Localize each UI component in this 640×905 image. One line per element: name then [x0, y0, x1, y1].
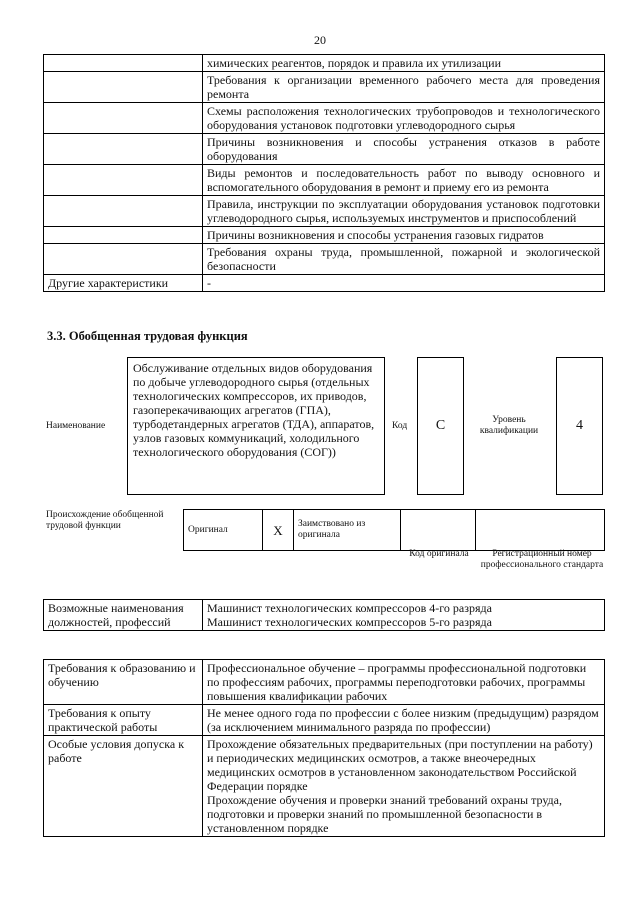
table-cell-label [44, 165, 203, 196]
table-cell-value: Схемы расположения технологических трубопроводов и технологического оборудования установок подготовки углеводородного сырья [203, 103, 605, 134]
position-item: Машинист технологических компрессоров 4-го разряда [207, 601, 492, 615]
table-cell-label [44, 55, 203, 72]
table-cell-label [44, 196, 203, 227]
table-row [44, 244, 605, 275]
experience-label: Требования к опыту практической работы [44, 705, 203, 736]
level-label: Уровень квалификации [479, 415, 539, 436]
reg-number-caption: Регистрационный номер профессионального стандарта [480, 549, 604, 570]
special-conditions-label: Особые условия допуска к работе [44, 736, 203, 837]
table-cell-value: химических реагентов, порядок и правила их утилизации [203, 55, 605, 72]
name-label: Наименование [46, 421, 106, 431]
table-row [44, 736, 605, 837]
table-row [44, 705, 605, 736]
table-row [44, 275, 605, 292]
positions-table [43, 599, 605, 631]
table-row [44, 103, 605, 134]
education-value: Профессиональное обучение – программы профессиональной подготовки по профессиям рабочих, программы переподготовки рабочих, программы повышения квалификации рабочих [203, 660, 605, 705]
function-name-box: Обслуживание отдельных видов оборудования по добыче углеводородного сырья (отдельных технологических компрессоров, их приводов, газоперекачивающих агрегатов (ГПА), турбодетандерных агрегатов (ТДА), аппаратов, узлов газовых коммуникаций, холодильного технологического оборудования (СОГ)) [127, 357, 385, 495]
table-cell-label [44, 103, 203, 134]
table-row [44, 165, 605, 196]
education-label: Требования к образованию и обучению [44, 660, 203, 705]
experience-value: Не менее одного года по профессии с более низким (предыдущим) разрядом (за исключением минимального разряда по профессии) [203, 705, 605, 736]
table-cell-value: Виды ремонтов и последовательность работ по выводу основного и вспомогательного оборудования в ремонт и приему его из ремонта [203, 165, 605, 196]
code-value-box: C [417, 357, 464, 495]
original-label-cell: Оригинал [184, 510, 263, 551]
table-cell-label: Другие характеристики [44, 275, 203, 292]
condition-item: Прохождение обучения и проверки знаний требований охраны труда, подготовки и проверки знаний по промышленной безопасности в установленном порядке [207, 793, 562, 835]
table-cell-value: - [203, 275, 605, 292]
table-row [44, 134, 605, 165]
positions-label: Возможные наименования должностей, профессий [44, 600, 203, 631]
table-row [44, 660, 605, 705]
table-cell-value: Требования охраны труда, промышленной, пожарной и экологической безопасности [203, 244, 605, 275]
requirements-table [43, 659, 605, 837]
table-cell-value: Причины возникновения и способы устранения газовых гидратов [203, 227, 605, 244]
page-number: 20 [314, 33, 326, 47]
condition-item: Прохождение обязательных предварительных (при поступлении на работу) и периодических медицинских осмотров, а также внеочередных медицинских осмотров в установленном законодательством Российской Федерации порядке [207, 737, 593, 793]
table-cell-label [44, 244, 203, 275]
origin-label: Происхождение обобщенной трудовой функции [46, 510, 164, 531]
table-row [44, 227, 605, 244]
positions-values [203, 600, 605, 631]
code-original-cell [401, 510, 476, 551]
code-label: Код [392, 421, 408, 431]
special-conditions-value [203, 736, 605, 837]
table-row [44, 196, 605, 227]
level-value-box: 4 [556, 357, 603, 495]
original-mark-cell: X [263, 510, 294, 551]
reg-number-cell [476, 510, 605, 551]
table-cell-value: Правила, инструкции по эксплуатации оборудования установок подготовки углеводородного сырья, используемых инструментов и приспособлений [203, 196, 605, 227]
origin-table [183, 509, 605, 551]
borrowed-label-cell: Заимствовано из оригинала [294, 510, 401, 551]
code-original-caption: Код оригинала [409, 549, 469, 559]
table-cell-value: Требования к организации временного рабочего места для проведения ремонта [203, 72, 605, 103]
table-row [44, 72, 605, 103]
table-cell-label [44, 134, 203, 165]
section-title: 3.3. Обобщенная трудовая функция [47, 329, 248, 343]
table-cell-label [44, 72, 203, 103]
table-cell-value: Причины возникновения и способы устранения отказов в работе оборудования [203, 134, 605, 165]
table-row [44, 55, 605, 72]
table-cell-label [44, 227, 203, 244]
position-item: Машинист технологических компрессоров 5-го разряда [207, 615, 492, 629]
table-row [44, 600, 605, 631]
knowledge-table [43, 54, 605, 292]
table-row [184, 510, 605, 551]
